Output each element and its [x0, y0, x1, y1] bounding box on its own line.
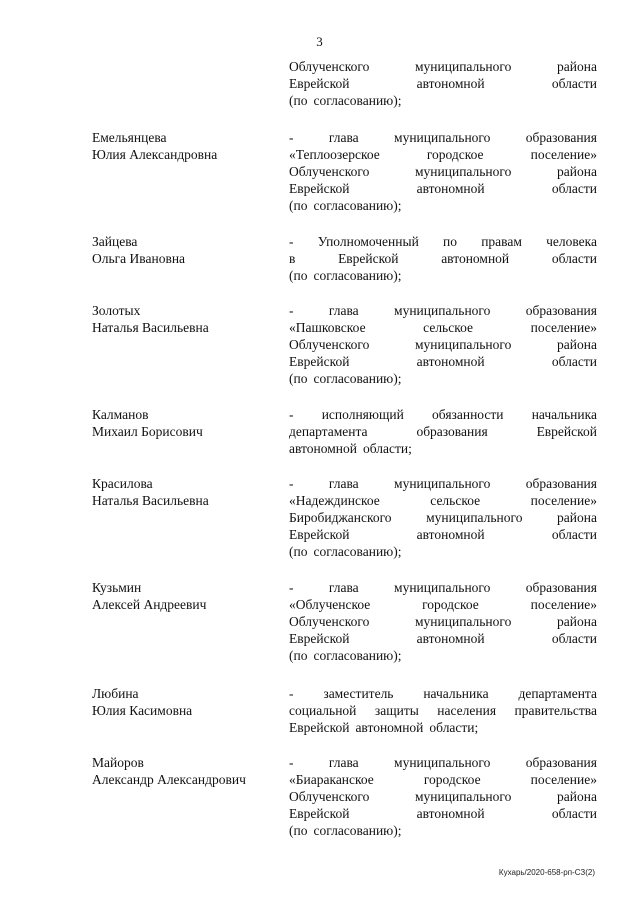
word: глава — [328, 476, 359, 491]
word: сельское — [423, 320, 473, 335]
member-description — [289, 475, 597, 560]
word: заместитель — [323, 686, 394, 701]
description-line — [289, 475, 597, 492]
description-line — [289, 492, 597, 509]
member-description — [289, 129, 597, 214]
member-name — [92, 475, 282, 509]
member-surname: Любина — [92, 686, 139, 701]
word: глава — [328, 755, 359, 770]
word: (по — [289, 198, 308, 213]
word: области — [551, 181, 597, 196]
word: Еврейской — [289, 354, 350, 369]
word: глава — [328, 580, 359, 595]
word: социальной — [289, 703, 357, 718]
word: городское — [422, 597, 479, 612]
word: (по — [289, 268, 308, 283]
member-description — [289, 233, 597, 284]
word: муниципального — [394, 476, 491, 491]
word: образования — [525, 755, 597, 770]
word: поселение» — [530, 320, 597, 335]
intro-line — [289, 58, 597, 75]
description-line — [289, 543, 597, 560]
member-surname: Кузьмин — [92, 580, 142, 595]
word: согласованию); — [313, 93, 402, 108]
word: автономной — [416, 354, 485, 369]
member-description — [289, 754, 597, 839]
word: района — [557, 164, 597, 179]
word: городское — [423, 772, 481, 787]
word: населения — [437, 703, 497, 718]
word: муниципального — [394, 130, 491, 145]
word: поселение» — [530, 772, 597, 787]
word: согласованию); — [313, 648, 402, 663]
description-line — [289, 406, 597, 423]
description-line — [289, 370, 597, 387]
member-description — [289, 302, 597, 387]
word: (по — [289, 648, 308, 663]
word: (по — [289, 371, 308, 386]
word: Облученского — [289, 164, 370, 179]
description-line — [289, 267, 597, 284]
description-line — [289, 440, 597, 457]
description-line — [289, 302, 597, 319]
word: Биробиджанского — [289, 510, 392, 525]
word: области — [551, 354, 597, 369]
word: правительства — [514, 703, 597, 718]
description-line — [289, 805, 597, 822]
word: образования — [525, 476, 597, 491]
member-given-name: Юлия Александровна — [92, 147, 218, 162]
description-line — [289, 613, 597, 630]
description-line — [289, 630, 597, 647]
word: департамента — [518, 686, 597, 701]
word: Облученского — [289, 789, 370, 804]
member-surname: Майоров — [92, 755, 144, 770]
description-line — [289, 771, 597, 788]
word: защиты — [374, 703, 419, 718]
word: образования — [525, 303, 597, 318]
word: автономной — [416, 527, 485, 542]
word: согласованию); — [313, 268, 402, 283]
description-line — [289, 754, 597, 771]
word: муниципального — [394, 303, 491, 318]
word: исполняющий — [321, 407, 404, 422]
description-line — [289, 526, 597, 543]
member-name — [92, 685, 282, 719]
description-line — [289, 685, 597, 702]
document-reference-code: Кухарь/2020-658-рп-СЗ(2) — [498, 868, 595, 877]
word: области; — [362, 441, 412, 456]
word: Уполномоченный — [317, 234, 419, 249]
word: области — [551, 631, 597, 646]
intro-line — [289, 92, 597, 109]
word: - — [289, 686, 294, 701]
member-given-name: Александр Александрович — [92, 772, 246, 787]
word: области — [551, 251, 597, 266]
member-name — [92, 579, 282, 613]
word: Еврейской — [289, 76, 350, 91]
word: района — [557, 59, 597, 74]
word: (по — [289, 823, 308, 838]
word: «Биараканское — [289, 772, 374, 787]
word: поселение» — [530, 493, 597, 508]
word: муниципального — [415, 59, 512, 74]
word: согласованию); — [313, 371, 402, 386]
word: человека — [546, 234, 597, 249]
member-description — [289, 685, 597, 736]
word: «Теплоозерское — [289, 147, 380, 162]
word: - — [289, 234, 294, 249]
word: - — [289, 580, 294, 595]
word: глава — [328, 303, 359, 318]
word: поселение» — [530, 597, 597, 612]
member-name — [92, 233, 282, 267]
description-line — [289, 423, 597, 440]
word: Еврейской — [289, 527, 350, 542]
word: образования — [525, 580, 597, 595]
word: (по — [289, 544, 308, 559]
word: Еврейской — [289, 631, 350, 646]
word: автономной — [416, 181, 485, 196]
member-name — [92, 406, 282, 440]
description-line — [289, 788, 597, 805]
member-surname: Калманов — [92, 407, 149, 422]
description-line — [289, 129, 597, 146]
word: поселение» — [530, 147, 597, 162]
word: автономной — [441, 251, 510, 266]
word: области — [551, 527, 597, 542]
member-name — [92, 302, 282, 336]
member-given-name: Наталья Васильевна — [92, 320, 209, 335]
word: начальника — [531, 407, 597, 422]
description-line — [289, 822, 597, 839]
word: обязанности — [432, 407, 504, 422]
member-description — [289, 579, 597, 664]
word: автономной — [416, 631, 485, 646]
word: - — [289, 755, 294, 770]
member-surname: Зайцева — [92, 234, 138, 249]
word: согласованию); — [313, 198, 402, 213]
description-line — [289, 596, 597, 613]
word: сельское — [430, 493, 481, 508]
description-line — [289, 579, 597, 596]
description-line — [289, 250, 597, 267]
word: муниципального — [394, 755, 491, 770]
word: - — [289, 407, 294, 422]
word: автономной — [416, 806, 485, 821]
description-line — [289, 233, 597, 250]
word: района — [557, 510, 597, 525]
page-number: 3 — [316, 34, 323, 49]
word: начальника — [423, 686, 489, 701]
description-line — [289, 146, 597, 163]
description-line — [289, 180, 597, 197]
word: района — [557, 614, 597, 629]
description-line — [289, 353, 597, 370]
word: - — [289, 476, 294, 491]
word: Еврейской — [289, 720, 350, 735]
word: Еврейской — [338, 251, 399, 266]
word: образования — [525, 130, 597, 145]
word: автономной — [355, 720, 424, 735]
member-given-name: Юлия Касимовна — [92, 703, 193, 718]
word: - — [289, 130, 294, 145]
word: согласованию); — [313, 823, 402, 838]
word: согласованию); — [313, 544, 402, 559]
description-line — [289, 509, 597, 526]
word: муниципального — [415, 614, 512, 629]
description-line — [289, 647, 597, 664]
word: автономной — [289, 441, 357, 456]
word: в — [289, 251, 296, 266]
word: правам — [481, 234, 522, 249]
word: департамента — [289, 424, 368, 439]
member-surname: Красилова — [92, 476, 153, 491]
description-line — [289, 719, 597, 736]
word: Облученского — [289, 614, 370, 629]
word: области — [551, 806, 597, 821]
intro-line — [289, 75, 597, 92]
member-name — [92, 129, 282, 163]
word: Еврейской — [536, 424, 597, 439]
word: муниципального — [415, 337, 512, 352]
word: «Надеждинское — [289, 493, 380, 508]
word: муниципального — [394, 580, 491, 595]
description-line — [289, 163, 597, 180]
description-line — [289, 197, 597, 214]
word: глава — [328, 130, 359, 145]
word: района — [557, 337, 597, 352]
word: области — [551, 76, 597, 91]
word: образования — [416, 424, 488, 439]
word: - — [289, 303, 294, 318]
word: по — [443, 234, 457, 249]
word: «Пашковское — [289, 320, 366, 335]
member-given-name: Наталья Васильевна — [92, 493, 209, 508]
word: муниципального — [415, 789, 512, 804]
word: муниципального — [426, 510, 523, 525]
word: района — [557, 789, 597, 804]
word: области; — [429, 720, 479, 735]
member-surname: Емельянцева — [92, 130, 167, 145]
member-given-name: Михаил Борисович — [92, 424, 203, 439]
word: Еврейской — [289, 181, 350, 196]
word: муниципального — [415, 164, 512, 179]
word: Облученского — [289, 59, 370, 74]
word: «Облученское — [289, 597, 371, 612]
description-line — [289, 319, 597, 336]
member-given-name: Алексей Андреевич — [92, 597, 207, 612]
description-line — [289, 336, 597, 353]
member-description — [289, 406, 597, 457]
word: городское — [426, 147, 484, 162]
member-surname: Золотых — [92, 303, 141, 318]
description-line — [289, 702, 597, 719]
member-given-name: Ольга Ивановна — [92, 251, 186, 266]
word: Облученского — [289, 337, 370, 352]
word: Еврейской — [289, 806, 350, 821]
member-name — [92, 754, 282, 788]
word: автономной — [416, 76, 485, 91]
intro-description — [289, 58, 597, 109]
word: (по — [289, 93, 308, 108]
